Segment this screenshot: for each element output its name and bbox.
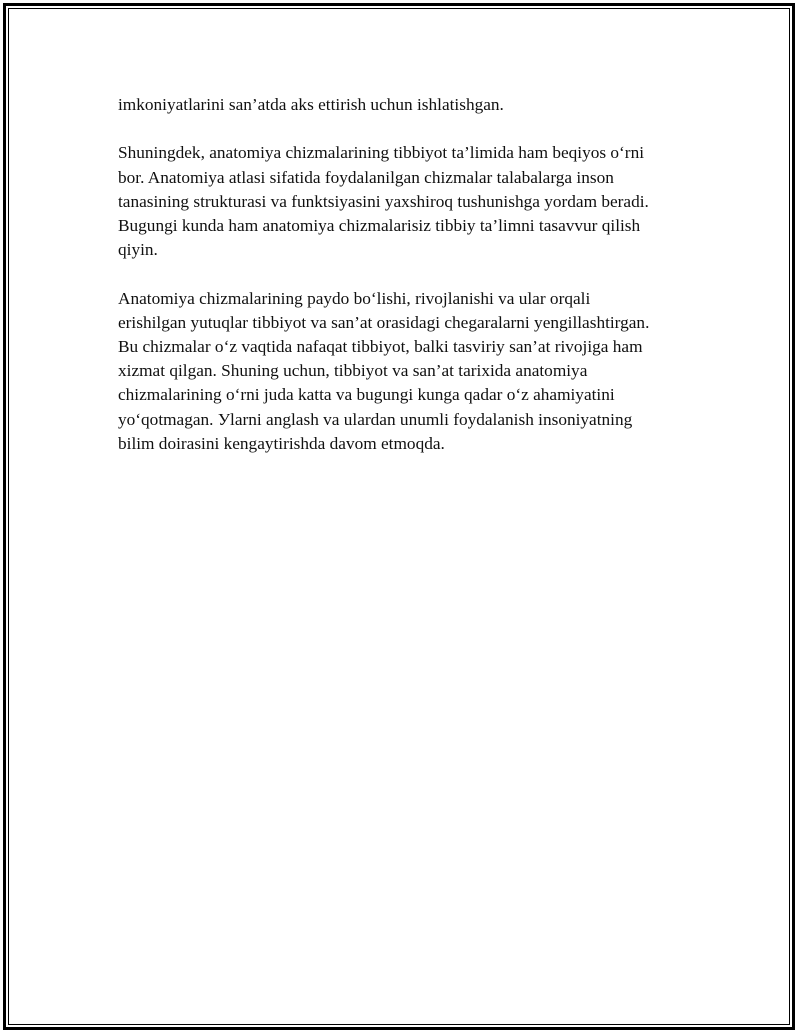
paragraph-1 xyxy=(118,93,688,117)
text-line: bilim doirasini kengaytirishda davom etmoqda. xyxy=(118,433,445,453)
page-content xyxy=(118,93,688,456)
text-line: Anatomiya chizmalarining paydo bo‘lishi, rivojlanishi va ular orqali xyxy=(118,288,591,308)
paragraph-2 xyxy=(118,141,688,262)
text-line: yo‘qotmagan. Уlarni anglash va ulardan unumli foydalanish insoniyatning xyxy=(118,409,633,429)
text-line: erishilgan yutuqlar tibbiyot va san’at orasidagi chegaralarni yengillashtirgan. xyxy=(118,312,650,332)
text-line: qiyin. xyxy=(118,240,158,260)
text-line: tanasining strukturasi va funktsiyasini yaxshiroq tushunishga yordam beradi. xyxy=(118,191,649,211)
text-line: Shuningdek, anatomiya chizmalarining tibbiyot ta’limida ham beqiyos o‘rni xyxy=(118,143,645,163)
text-line: chizmalarining o‘rni juda katta va bugungi kunga qadar o‘z ahamiyatini xyxy=(118,385,615,405)
text-line: xizmat qilgan. Shuning uchun, tibbiyot va san’at tarixida anatomiya xyxy=(118,361,588,381)
text-line: Bugungi kunda ham anatomiya chizmalarisiz tibbiy ta’limni tasavvur qilish xyxy=(118,216,641,235)
text-line: Bu chizmalar o‘z vaqtida nafaqat tibbiyot, balki tasviriy san’at rivojiga ham xyxy=(118,337,643,356)
paragraph-3 xyxy=(118,287,688,456)
text-line: imkoniyatlarini san’atda aks ettirish uchun ishlatishgan. xyxy=(118,95,504,114)
text-line: bor. Anatomiya atlasi sifatida foydalanilgan chizmalar talabalarga inson xyxy=(118,167,614,187)
